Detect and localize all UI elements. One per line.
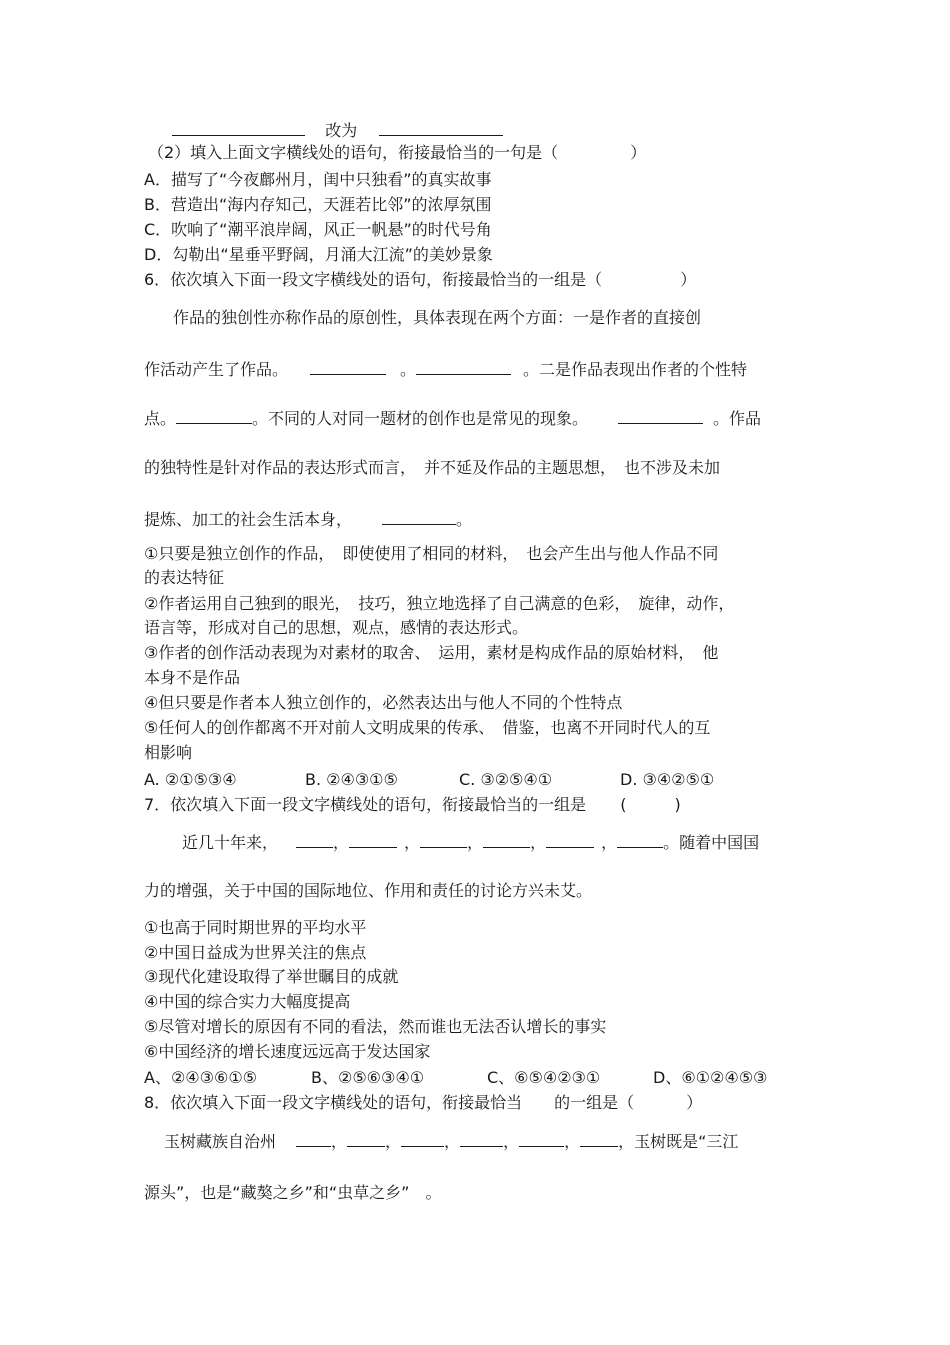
question-stem: （2）填入上面文字横线处的语句，衔接最恰当的一句是（: [148, 143, 559, 162]
q7-choice-b[interactable]: B、②⑤⑥③④①: [311, 1068, 425, 1087]
option-a: A．描写了“今夜鄜州月，闺中只独看”的真实故事: [144, 170, 492, 189]
answer-blank[interactable]: [296, 832, 333, 848]
passage-text: 。: [400, 360, 417, 379]
q6-choice-a[interactable]: A. ②①⑤③④: [144, 770, 237, 789]
answer-blank[interactable]: [382, 509, 456, 525]
q6-passage-line: [144, 408, 761, 429]
answer-blank[interactable]: [580, 1131, 618, 1147]
q5-sub2-stem: [148, 143, 646, 163]
q7-choice-a[interactable]: A、②④③⑥①⑤: [144, 1068, 258, 1087]
comma: ，: [601, 833, 618, 852]
passage-text: 。不同的人对同一题材的创作也是常见的现象。: [252, 409, 589, 428]
q6-choice-c[interactable]: C. ③②⑤④①: [459, 770, 553, 789]
passage-text: 。随着中国国: [663, 833, 760, 852]
q7-item: ③现代化建设取得了举世瞩目的成就: [144, 967, 399, 986]
q7-item: ④中国的综合实力大幅度提高: [144, 992, 351, 1011]
answer-blank[interactable]: [420, 832, 467, 848]
answer-blank[interactable]: [519, 1131, 564, 1147]
answer-blank[interactable]: [618, 408, 703, 424]
paren-open: (: [620, 795, 627, 814]
passage-text: 提炼、加工的社会生活本身，: [144, 510, 353, 529]
q6-passage-line: 的独特性是针对作品的表达形式而言， 并不延及作品的主题思想， 也不涉及未加: [144, 458, 721, 477]
comma: ，: [444, 1132, 461, 1151]
answer-blank[interactable]: [176, 408, 252, 424]
q8-passage-line: 源头”，也是“藏獒之乡”和“虫草之乡” 。: [144, 1183, 442, 1202]
question-stem: 6．依次填入下面一段文字横线处的语句，衔接最恰当的一组是（: [144, 270, 603, 289]
option-b: B．营造出“海内存知己，天涯若比邻”的浓厚氛围: [144, 195, 492, 214]
answer-blank[interactable]: [460, 1131, 503, 1147]
q6-passage-line: [144, 509, 472, 530]
passage-text: 作活动产生了作品。: [144, 360, 289, 379]
paren-close: ）: [680, 270, 697, 289]
q8-stem: [144, 1093, 702, 1113]
answer-blank[interactable]: [172, 120, 305, 136]
q7-stem: [144, 795, 681, 815]
answer-blank[interactable]: [310, 359, 386, 375]
comma: ，: [333, 833, 350, 852]
answer-blank[interactable]: [617, 832, 663, 848]
q7-item: ⑥中国经济的增长速度远远高于发达国家: [144, 1042, 431, 1061]
rewrite-line: [172, 120, 503, 141]
comma: ，: [331, 1132, 348, 1151]
q6-passage-line: [144, 359, 747, 380]
question-stem: 8．依次填入下面一段文字横线处的语句，衔接最恰当 的一组是（: [144, 1093, 635, 1112]
option-c: C．吹响了“潮平浪岸阔，风正一帆悬”的时代号角: [144, 220, 492, 239]
q6-passage-line: 作品的独创性亦称作品的原创性，具体表现在两个方面：一是作者的直接创: [173, 308, 702, 327]
passage-text: 。作品: [713, 409, 762, 428]
q7-passage-line: 力的增强，关于中国的国际地位、作用和责任的讨论方兴未艾。: [144, 881, 593, 900]
q8-passage-line: [164, 1131, 738, 1152]
changed-to-label: 改为: [325, 121, 358, 140]
paren-close: ）: [686, 1093, 703, 1112]
q6-item: 语言等，形成对自己的思想，观点，感情的表达形式。: [144, 618, 529, 637]
q7-item: ①也高于同时期世界的平均水平: [144, 918, 367, 937]
q7-item: ⑤尽管对增长的原因有不同的看法，然而谁也无法否认增长的事实: [144, 1017, 607, 1036]
comma: ，: [404, 833, 421, 852]
passage-text: 。: [456, 510, 473, 529]
q6-item: 的表达特征: [144, 568, 225, 587]
passage-text: 。二是作品表现出作者的个性特: [523, 360, 748, 379]
answer-blank[interactable]: [296, 1131, 331, 1147]
q6-item: 相影响: [144, 743, 193, 762]
answer-blank[interactable]: [416, 359, 511, 375]
comma: ，: [530, 833, 547, 852]
answer-blank[interactable]: [379, 120, 503, 136]
answer-blank[interactable]: [349, 832, 397, 848]
q6-item: 本身不是作品: [144, 668, 241, 687]
passage-text: 近几十年来，: [182, 833, 279, 852]
comma: ，: [467, 833, 484, 852]
answer-blank[interactable]: [546, 832, 594, 848]
q6-item: ②作者运用自己独到的眼光， 技巧，独立地选择了自己满意的色彩， 旋律，动作，: [144, 594, 735, 613]
q6-item: ⑤任何人的创作都离不开对前人文明成果的传承、 借鉴，也离不开同时代人的互: [144, 718, 711, 737]
answer-blank[interactable]: [347, 1131, 385, 1147]
passage-text: 点。: [144, 409, 177, 428]
q6-choice-b[interactable]: B. ②④③①⑤: [305, 770, 398, 789]
comma: ，: [385, 1132, 402, 1151]
q6-item: ①只要是独立创作的作品， 即使使用了相同的材料， 也会产生出与他人作品不同: [144, 544, 719, 563]
q6-item: ④但只要是作者本人独立创作的，必然表达出与他人不同的个性特点: [144, 693, 623, 712]
comma: ，: [503, 1132, 520, 1151]
paren-close: ): [674, 795, 681, 814]
q6-stem: [144, 270, 696, 290]
answer-blank[interactable]: [483, 832, 530, 848]
q7-choice-c[interactable]: C、⑥⑤④②③①: [487, 1068, 601, 1087]
question-stem: 7．依次填入下面一段文字横线处的语句，衔接最恰当的一组是: [144, 795, 587, 814]
q7-choice-d[interactable]: D、⑥①②④⑤③: [653, 1068, 768, 1087]
comma: ，: [564, 1132, 581, 1151]
passage-text: ，玉树既是“三江: [618, 1132, 739, 1151]
q7-item: ②中国日益成为世界关注的焦点: [144, 943, 367, 962]
paren-close: ）: [630, 143, 647, 162]
q7-passage-line: [182, 832, 759, 853]
passage-text: 玉树藏族自治州: [164, 1132, 277, 1151]
q6-item: ③作者的创作活动表现为对素材的取舍、 运用，素材是构成作品的原始材料， 他: [144, 643, 719, 662]
option-d: D．勾勒出“星垂平野阔，月涌大江流”的美妙景象: [144, 245, 493, 264]
answer-blank[interactable]: [401, 1131, 444, 1147]
q6-choice-d[interactable]: D. ③④②⑤①: [620, 770, 715, 789]
